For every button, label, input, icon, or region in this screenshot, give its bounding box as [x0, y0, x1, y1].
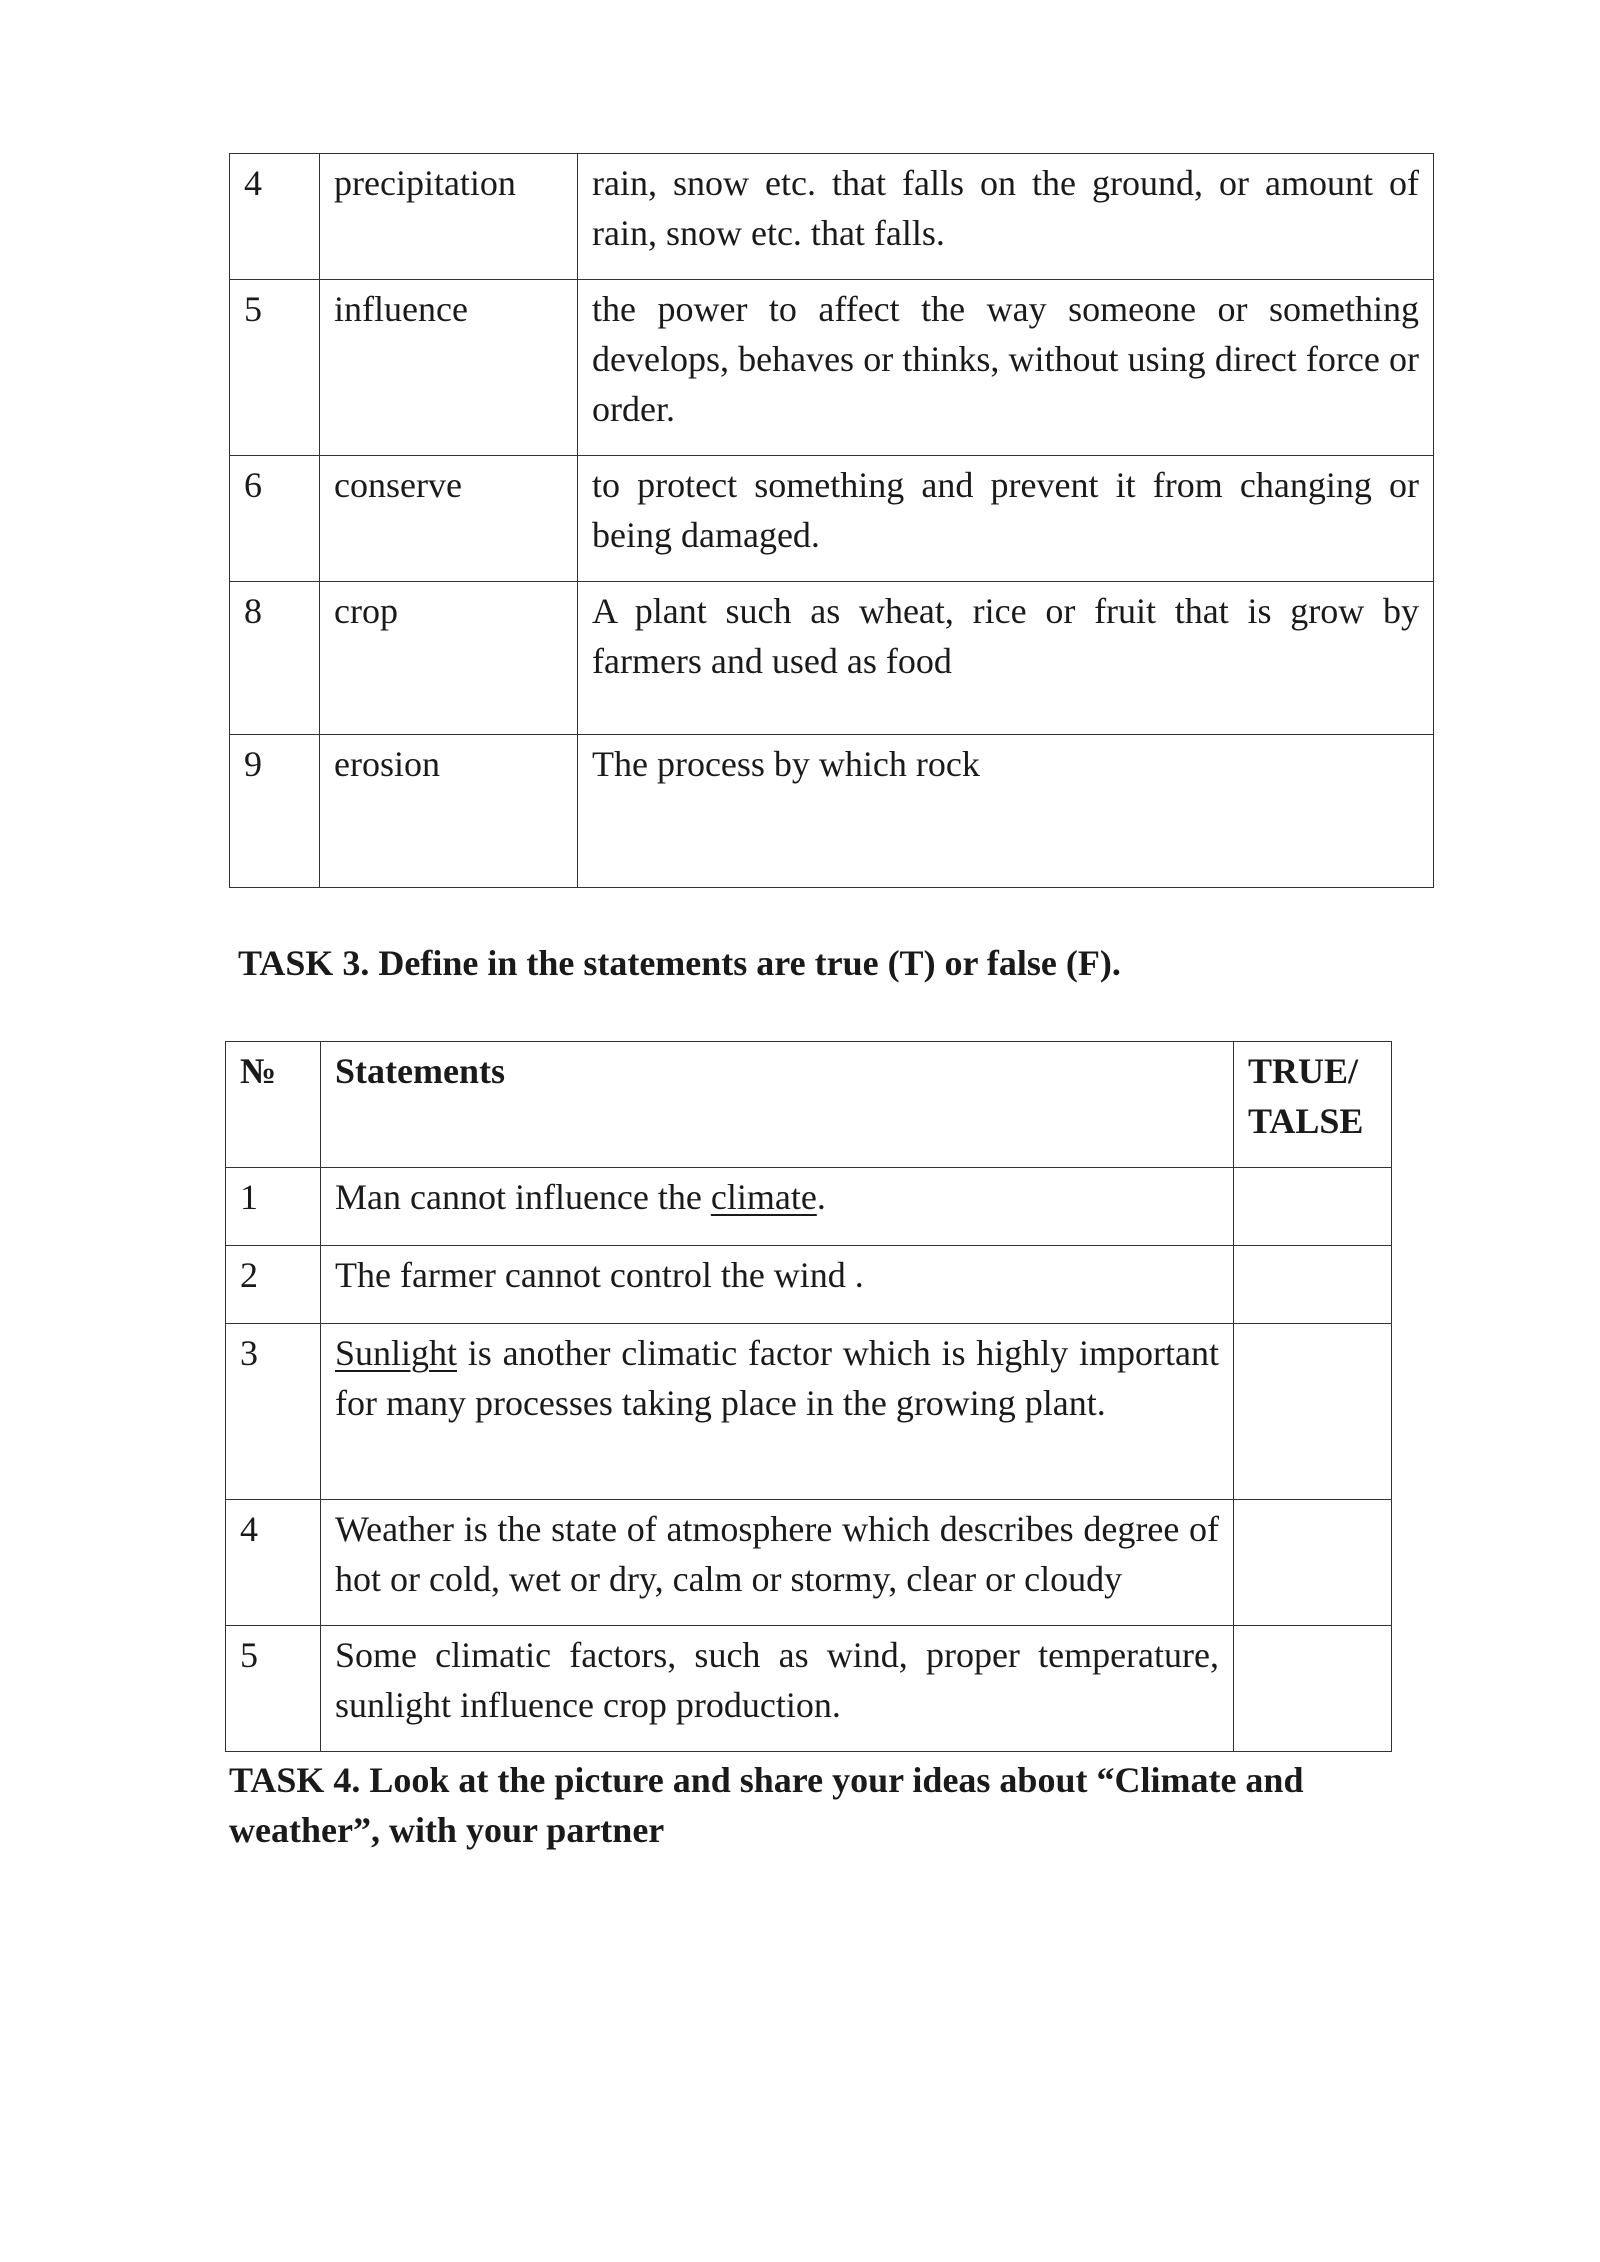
table-row [230, 456, 1434, 582]
answer-cell[interactable] [1234, 1246, 1392, 1324]
task4-heading: TASK 4. Look at the picture and share your ideas about “Climate and weather”, with your partner [229, 1760, 1304, 1850]
row-number: 4 [230, 154, 320, 280]
table-row [230, 154, 1434, 280]
underlined-word: Sunlight [335, 1333, 458, 1373]
row-number: 9 [230, 735, 320, 888]
vocab-definition: A plant such as wheat, rice or fruit that is grow by farmers and used as food [578, 582, 1434, 735]
statement-text: Sunlight is another climatic factor which is highly important for many processes taking place in the growing plant. [321, 1324, 1234, 1500]
table-row [226, 1246, 1392, 1324]
header-true-false: TRUE/ TALSE [1234, 1042, 1392, 1168]
vocabulary-table [229, 153, 1434, 888]
table-row [230, 735, 1434, 888]
table-row [226, 1626, 1392, 1752]
row-number: 8 [230, 582, 320, 735]
vocab-term: erosion [320, 735, 578, 888]
answer-cell[interactable] [1234, 1324, 1392, 1500]
statement-text: Weather is the state of atmosphere which describes degree of hot or cold, wet or dry, calm or stormy, clear or cloudy [321, 1500, 1234, 1626]
row-number: 6 [230, 456, 320, 582]
vocab-term: conserve [320, 456, 578, 582]
table-header-row [226, 1042, 1392, 1168]
table-row [230, 280, 1434, 456]
row-number: 4 [226, 1500, 321, 1626]
statement-text: Man cannot influence the climate. [321, 1168, 1234, 1246]
underlined-word: climate [710, 1177, 817, 1217]
table-row [226, 1168, 1392, 1246]
row-number: 3 [226, 1324, 321, 1500]
vocab-definition: to protect something and prevent it from changing or being damaged. [578, 456, 1434, 582]
vocab-term: crop [320, 582, 578, 735]
vocab-term: influence [320, 280, 578, 456]
vocab-definition: The process by which rock [578, 735, 1434, 888]
answer-cell[interactable] [1234, 1626, 1392, 1752]
row-number: 1 [226, 1168, 321, 1246]
task3-heading: TASK 3. Define in the statements are true (T) or false (F). [238, 943, 1121, 983]
header-statements: Statements [321, 1042, 1234, 1168]
row-number: 5 [230, 280, 320, 456]
table-row [230, 582, 1434, 735]
table-row [226, 1324, 1392, 1500]
header-number: № [226, 1042, 321, 1168]
table-row [226, 1500, 1392, 1626]
vocab-term: precipitation [320, 154, 578, 280]
vocab-definition: the power to affect the way someone or something develops, behaves or thinks, without using direct force or order. [578, 280, 1434, 456]
true-false-table [225, 1041, 1392, 1752]
statement-text: Some climatic factors, such as wind, proper temperature, sunlight influence crop production. [321, 1626, 1234, 1752]
answer-cell[interactable] [1234, 1168, 1392, 1246]
row-number: 5 [226, 1626, 321, 1752]
answer-cell[interactable] [1234, 1500, 1392, 1626]
statement-text: The farmer cannot control the wind . [321, 1246, 1234, 1324]
vocab-definition: rain, snow etc. that falls on the ground, or amount of rain, snow etc. that falls. [578, 154, 1434, 280]
row-number: 2 [226, 1246, 321, 1324]
